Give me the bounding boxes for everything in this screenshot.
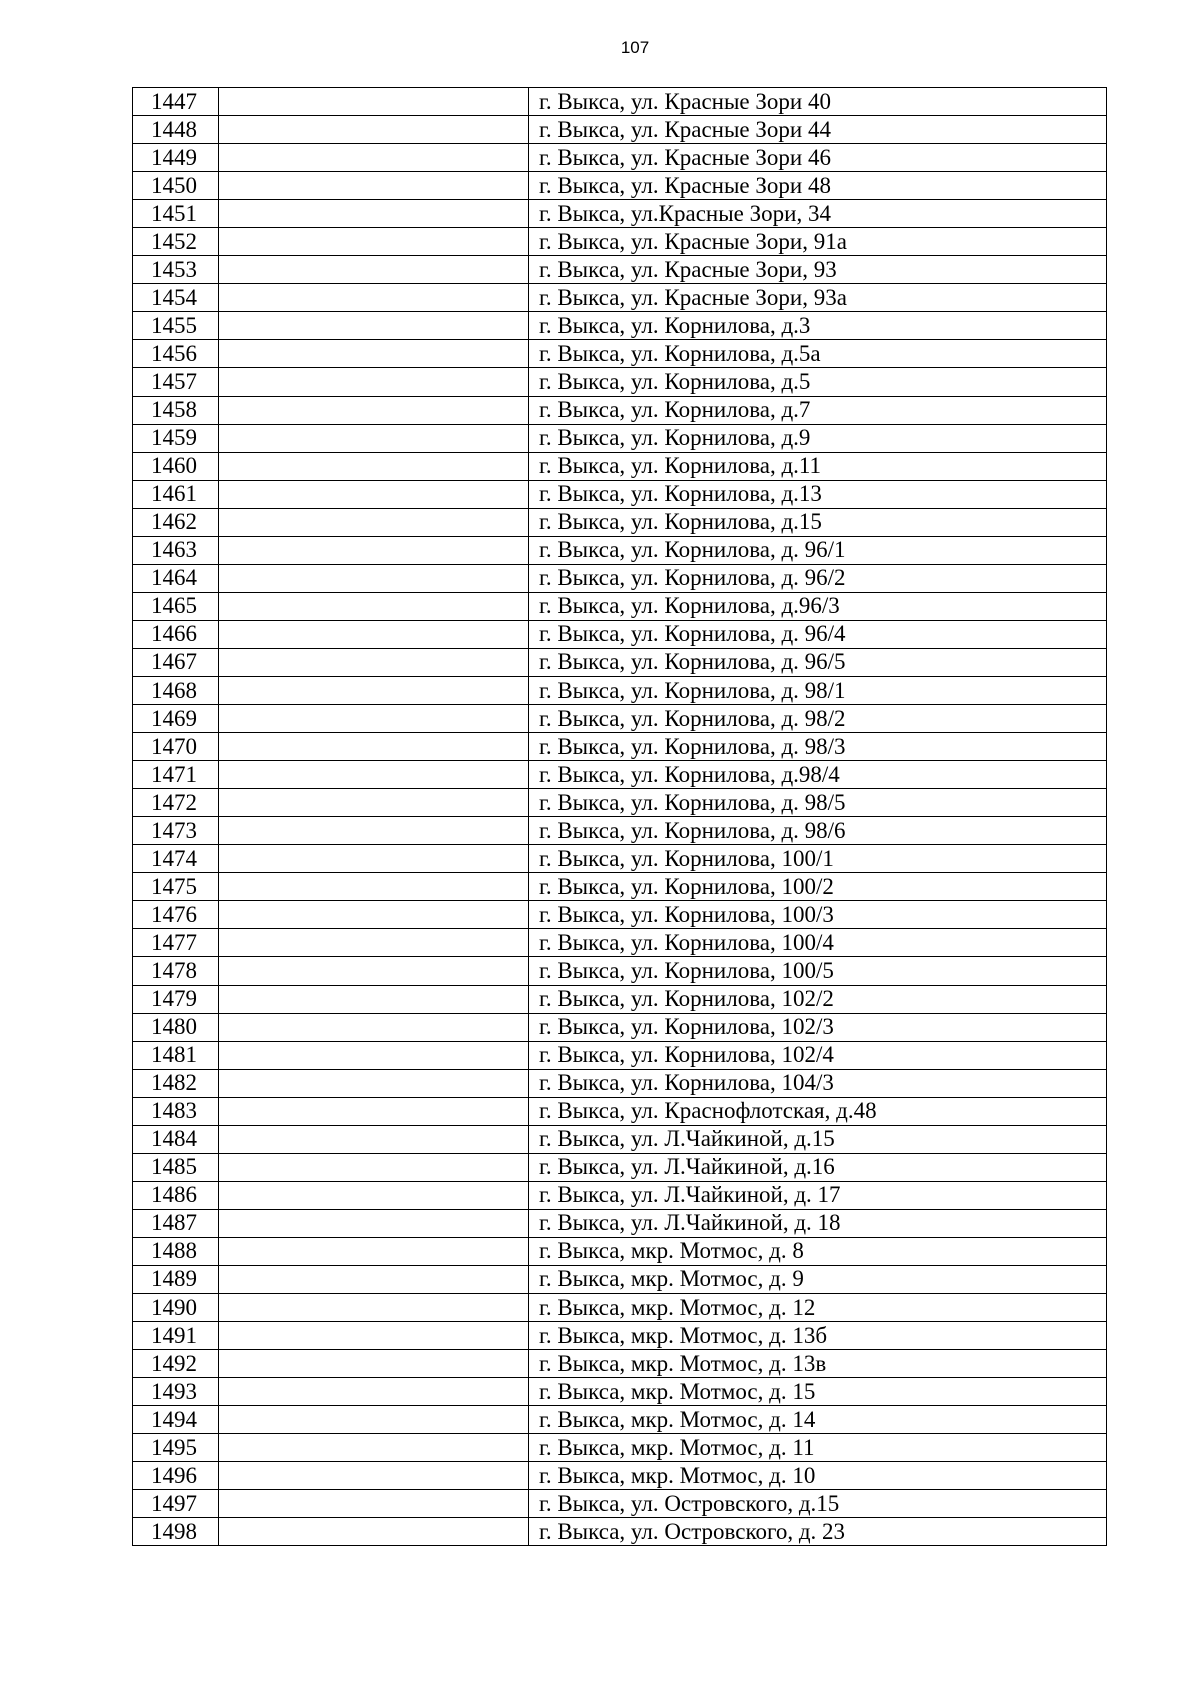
row-number-cell: 1496 [133, 1462, 219, 1490]
address-cell: г. Выкса, мкр. Мотмос, д. 11 [529, 1434, 1107, 1462]
row-number-cell: 1448 [133, 116, 219, 144]
table-row [133, 228, 1107, 256]
row-number-cell: 1479 [133, 985, 219, 1013]
empty-cell [219, 592, 529, 620]
table-row [133, 901, 1107, 929]
row-number-cell: 1463 [133, 536, 219, 564]
table-row [133, 564, 1107, 592]
row-number-cell: 1473 [133, 817, 219, 845]
row-number-cell: 1468 [133, 676, 219, 704]
table-row [133, 1350, 1107, 1378]
address-table-body [133, 88, 1107, 1546]
table-row [133, 1013, 1107, 1041]
empty-cell [219, 1350, 529, 1378]
table-row [133, 1265, 1107, 1293]
address-cell: г. Выкса, ул. Корнилова, д. 96/2 [529, 564, 1107, 592]
row-number-cell: 1475 [133, 873, 219, 901]
address-cell: г. Выкса, ул. Красные Зори 48 [529, 172, 1107, 200]
table-row [133, 620, 1107, 648]
row-number-cell: 1460 [133, 452, 219, 480]
empty-cell [219, 480, 529, 508]
table-row [133, 144, 1107, 172]
table-row [133, 508, 1107, 536]
table-row [133, 1041, 1107, 1069]
empty-cell [219, 817, 529, 845]
address-cell: г. Выкса, ул. Красные Зори, 93а [529, 284, 1107, 312]
address-cell: г. Выкса, мкр. Мотмос, д. 12 [529, 1294, 1107, 1322]
empty-cell [219, 88, 529, 116]
row-number-cell: 1497 [133, 1490, 219, 1518]
table-row [133, 817, 1107, 845]
empty-cell [219, 985, 529, 1013]
table-row [133, 1153, 1107, 1181]
table-row [133, 789, 1107, 817]
address-cell: г. Выкса, ул. Корнилова, 100/5 [529, 957, 1107, 985]
row-number-cell: 1480 [133, 1013, 219, 1041]
empty-cell [219, 1265, 529, 1293]
empty-cell [219, 396, 529, 424]
empty-cell [219, 1237, 529, 1265]
table-row [133, 1490, 1107, 1518]
empty-cell [219, 1069, 529, 1097]
row-number-cell: 1466 [133, 620, 219, 648]
address-cell: г. Выкса, ул. Корнилова, д. 98/5 [529, 789, 1107, 817]
row-number-cell: 1486 [133, 1181, 219, 1209]
table-row [133, 116, 1107, 144]
row-number-cell: 1477 [133, 929, 219, 957]
address-cell: г. Выкса, ул. Красные Зори, 93 [529, 256, 1107, 284]
empty-cell [219, 845, 529, 873]
empty-cell [219, 1378, 529, 1406]
row-number-cell: 1452 [133, 228, 219, 256]
row-number-cell: 1483 [133, 1097, 219, 1125]
empty-cell [219, 648, 529, 676]
address-cell: г. Выкса, ул. Красные Зори, 91а [529, 228, 1107, 256]
address-cell: г. Выкса, ул. Корнилова, 100/3 [529, 901, 1107, 929]
address-cell: г. Выкса, ул. Корнилова, д. 96/5 [529, 648, 1107, 676]
table-row [133, 312, 1107, 340]
table-row [133, 873, 1107, 901]
row-number-cell: 1458 [133, 396, 219, 424]
empty-cell [219, 929, 529, 957]
empty-cell [219, 1153, 529, 1181]
address-cell: г. Выкса, ул. Корнилова, д. 96/4 [529, 620, 1107, 648]
table-row [133, 1406, 1107, 1434]
row-number-cell: 1472 [133, 789, 219, 817]
address-cell: г. Выкса, ул. Корнилова, 100/2 [529, 873, 1107, 901]
table-row [133, 452, 1107, 480]
row-number-cell: 1454 [133, 284, 219, 312]
empty-cell [219, 228, 529, 256]
row-number-cell: 1459 [133, 424, 219, 452]
table-row [133, 284, 1107, 312]
address-cell: г. Выкса, ул. Корнилова, 102/3 [529, 1013, 1107, 1041]
address-cell: г. Выкса, ул. Корнилова, д. 98/1 [529, 676, 1107, 704]
table-row [133, 88, 1107, 116]
empty-cell [219, 789, 529, 817]
row-number-cell: 1467 [133, 648, 219, 676]
table-row [133, 1294, 1107, 1322]
row-number-cell: 1491 [133, 1322, 219, 1350]
address-cell: г. Выкса, ул. Красные Зори 44 [529, 116, 1107, 144]
empty-cell [219, 620, 529, 648]
row-number-cell: 1455 [133, 312, 219, 340]
empty-cell [219, 1209, 529, 1237]
address-table [132, 87, 1107, 1546]
row-number-cell: 1447 [133, 88, 219, 116]
row-number-cell: 1481 [133, 1041, 219, 1069]
table-row [133, 1322, 1107, 1350]
table-row [133, 648, 1107, 676]
row-number-cell: 1469 [133, 705, 219, 733]
row-number-cell: 1487 [133, 1209, 219, 1237]
row-number-cell: 1493 [133, 1378, 219, 1406]
empty-cell [219, 284, 529, 312]
empty-cell [219, 1462, 529, 1490]
empty-cell [219, 733, 529, 761]
address-cell: г. Выкса, мкр. Мотмос, д. 10 [529, 1462, 1107, 1490]
empty-cell [219, 1294, 529, 1322]
table-row [133, 480, 1107, 508]
address-cell: г. Выкса, ул.Красные Зори, 34 [529, 200, 1107, 228]
address-cell: г. Выкса, ул. Корнилова, д. 98/6 [529, 817, 1107, 845]
address-cell: г. Выкса, ул. Островского, д. 23 [529, 1518, 1107, 1546]
empty-cell [219, 1097, 529, 1125]
address-cell: г. Выкса, ул. Корнилова, д.9 [529, 424, 1107, 452]
table-row [133, 1181, 1107, 1209]
table-row [133, 256, 1107, 284]
table-row [133, 536, 1107, 564]
table-row [133, 1518, 1107, 1546]
empty-cell [219, 116, 529, 144]
table-row [133, 172, 1107, 200]
empty-cell [219, 368, 529, 396]
address-cell: г. Выкса, мкр. Мотмос, д. 15 [529, 1378, 1107, 1406]
address-cell: г. Выкса, мкр. Мотмос, д. 13б [529, 1322, 1107, 1350]
address-cell: г. Выкса, ул. Корнилова, д. 96/1 [529, 536, 1107, 564]
table-row [133, 200, 1107, 228]
table-row [133, 1125, 1107, 1153]
table-row [133, 676, 1107, 704]
row-number-cell: 1485 [133, 1153, 219, 1181]
row-number-cell: 1490 [133, 1294, 219, 1322]
empty-cell [219, 564, 529, 592]
row-number-cell: 1474 [133, 845, 219, 873]
table-row [133, 733, 1107, 761]
table-row [133, 424, 1107, 452]
row-number-cell: 1476 [133, 901, 219, 929]
address-cell: г. Выкса, ул. Корнилова, д.15 [529, 508, 1107, 536]
table-row [133, 1097, 1107, 1125]
table-row [133, 368, 1107, 396]
empty-cell [219, 761, 529, 789]
empty-cell [219, 1322, 529, 1350]
row-number-cell: 1482 [133, 1069, 219, 1097]
address-cell: г. Выкса, ул. Корнилова, д. 98/3 [529, 733, 1107, 761]
empty-cell [219, 1518, 529, 1546]
table-row [133, 1209, 1107, 1237]
address-cell: г. Выкса, ул. Л.Чайкиной, д.16 [529, 1153, 1107, 1181]
empty-cell [219, 452, 529, 480]
row-number-cell: 1495 [133, 1434, 219, 1462]
address-cell: г. Выкса, ул. Корнилова, 104/3 [529, 1069, 1107, 1097]
empty-cell [219, 172, 529, 200]
address-cell: г. Выкса, ул. Корнилова, д.7 [529, 396, 1107, 424]
address-cell: г. Выкса, ул. Л.Чайкиной, д.15 [529, 1125, 1107, 1153]
address-cell: г. Выкса, ул. Л.Чайкиной, д. 18 [529, 1209, 1107, 1237]
empty-cell [219, 901, 529, 929]
row-number-cell: 1456 [133, 340, 219, 368]
table-row [133, 1069, 1107, 1097]
address-cell: г. Выкса, ул. Корнилова, 102/2 [529, 985, 1107, 1013]
table-row [133, 1462, 1107, 1490]
empty-cell [219, 536, 529, 564]
empty-cell [219, 1434, 529, 1462]
address-cell: г. Выкса, ул. Корнилова, д.98/4 [529, 761, 1107, 789]
row-number-cell: 1498 [133, 1518, 219, 1546]
address-cell: г. Выкса, мкр. Мотмос, д. 14 [529, 1406, 1107, 1434]
address-cell: г. Выкса, ул. Корнилова, 100/1 [529, 845, 1107, 873]
empty-cell [219, 256, 529, 284]
page-number: 107 [620, 38, 650, 57]
row-number-cell: 1451 [133, 200, 219, 228]
empty-cell [219, 1181, 529, 1209]
row-number-cell: 1492 [133, 1350, 219, 1378]
address-cell: г. Выкса, ул. Корнилова, 102/4 [529, 1041, 1107, 1069]
row-number-cell: 1494 [133, 1406, 219, 1434]
address-cell: г. Выкса, ул. Островского, д.15 [529, 1490, 1107, 1518]
table-row [133, 1237, 1107, 1265]
empty-cell [219, 144, 529, 172]
table-row [133, 1434, 1107, 1462]
row-number-cell: 1464 [133, 564, 219, 592]
address-cell: г. Выкса, ул. Корнилова, д.11 [529, 452, 1107, 480]
address-cell: г. Выкса, ул. Краснофлотская, д.48 [529, 1097, 1107, 1125]
address-cell: г. Выкса, ул. Корнилова, д.3 [529, 312, 1107, 340]
table-row [133, 340, 1107, 368]
table-row [133, 592, 1107, 620]
address-cell: г. Выкса, ул. Корнилова, 100/4 [529, 929, 1107, 957]
empty-cell [219, 1041, 529, 1069]
empty-cell [219, 312, 529, 340]
row-number-cell: 1471 [133, 761, 219, 789]
address-cell: г. Выкса, ул. Корнилова, д.13 [529, 480, 1107, 508]
address-cell: г. Выкса, ул. Корнилова, д.5а [529, 340, 1107, 368]
empty-cell [219, 508, 529, 536]
table-row [133, 929, 1107, 957]
row-number-cell: 1462 [133, 508, 219, 536]
row-number-cell: 1453 [133, 256, 219, 284]
address-cell: г. Выкса, ул. Красные Зори 40 [529, 88, 1107, 116]
row-number-cell: 1450 [133, 172, 219, 200]
address-cell: г. Выкса, мкр. Мотмос, д. 9 [529, 1265, 1107, 1293]
table-row [133, 845, 1107, 873]
address-cell: г. Выкса, ул. Корнилова, д. 98/2 [529, 705, 1107, 733]
table-row [133, 985, 1107, 1013]
empty-cell [219, 873, 529, 901]
row-number-cell: 1449 [133, 144, 219, 172]
row-number-cell: 1461 [133, 480, 219, 508]
empty-cell [219, 1406, 529, 1434]
empty-cell [219, 340, 529, 368]
empty-cell [219, 676, 529, 704]
table-row [133, 1378, 1107, 1406]
row-number-cell: 1470 [133, 733, 219, 761]
empty-cell [219, 1013, 529, 1041]
row-number-cell: 1478 [133, 957, 219, 985]
empty-cell [219, 705, 529, 733]
address-cell: г. Выкса, мкр. Мотмос, д. 13в [529, 1350, 1107, 1378]
address-cell: г. Выкса, ул. Красные Зори 46 [529, 144, 1107, 172]
empty-cell [219, 1490, 529, 1518]
address-cell: г. Выкса, ул. Корнилова, д.96/3 [529, 592, 1107, 620]
empty-cell [219, 1125, 529, 1153]
empty-cell [219, 957, 529, 985]
row-number-cell: 1457 [133, 368, 219, 396]
row-number-cell: 1488 [133, 1237, 219, 1265]
table-row [133, 957, 1107, 985]
address-cell: г. Выкса, ул. Корнилова, д.5 [529, 368, 1107, 396]
table-row [133, 396, 1107, 424]
empty-cell [219, 424, 529, 452]
row-number-cell: 1484 [133, 1125, 219, 1153]
empty-cell [219, 200, 529, 228]
table-row [133, 761, 1107, 789]
row-number-cell: 1489 [133, 1265, 219, 1293]
address-cell: г. Выкса, мкр. Мотмос, д. 8 [529, 1237, 1107, 1265]
row-number-cell: 1465 [133, 592, 219, 620]
table-row [133, 705, 1107, 733]
address-cell: г. Выкса, ул. Л.Чайкиной, д. 17 [529, 1181, 1107, 1209]
